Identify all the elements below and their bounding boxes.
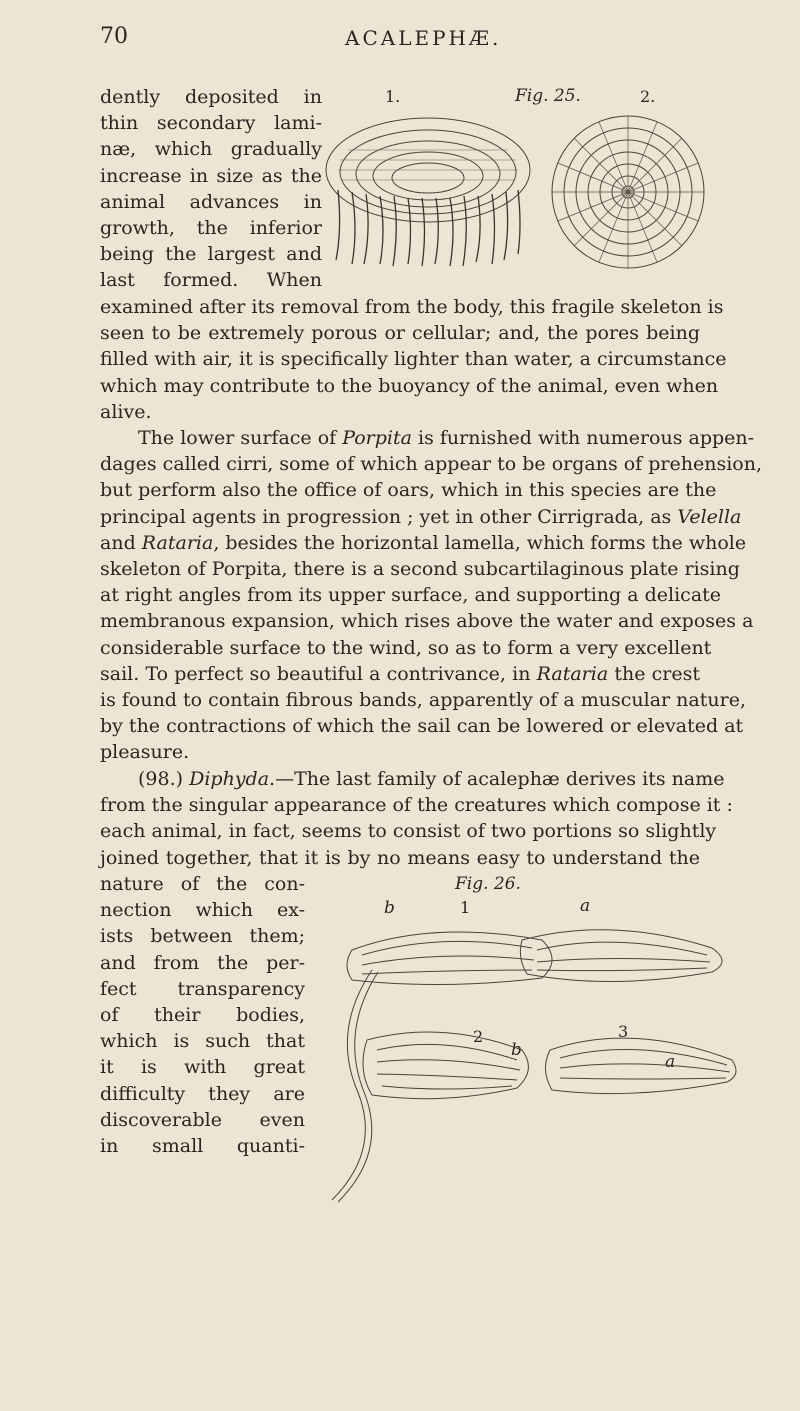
text-line: sail. To perfect so beautiful a contrivance, in Rataria the crest bbox=[100, 662, 700, 685]
figure-26-label: 3 bbox=[618, 1022, 629, 1041]
figure-26-label: b bbox=[511, 1040, 522, 1060]
page-header bbox=[100, 24, 700, 64]
text-line: from the singular appearance of the creatures which compose it : bbox=[100, 794, 733, 817]
paragraph-2 bbox=[100, 425, 762, 766]
figure-26-label: a bbox=[665, 1052, 676, 1072]
figure-26-label: 1 bbox=[460, 898, 471, 917]
text-line: by the contractions of which the sail can be lowered or elevated at bbox=[100, 715, 744, 738]
text-line: animal advances in bbox=[100, 190, 322, 213]
running-title: ACALEPHÆ. bbox=[345, 26, 502, 50]
page-number: 70 bbox=[100, 24, 128, 49]
text-line: being the largest and bbox=[100, 243, 322, 266]
text-line: pleasure. bbox=[100, 741, 190, 764]
text-line: fect transparency bbox=[100, 977, 305, 1000]
text-line: but perform also the office of oars, which in this species are the bbox=[100, 479, 717, 502]
paragraph-1-continuation bbox=[100, 294, 727, 425]
text-line: it is with great bbox=[100, 1056, 305, 1079]
text-line: dently deposited in bbox=[100, 86, 322, 108]
text-line: The lower surface of Porpita is furnished with numerous appen- bbox=[138, 427, 755, 449]
figure-26-label: b bbox=[384, 898, 395, 918]
porpita-side-view-illustration bbox=[318, 110, 538, 275]
text-line: næ, which gradually bbox=[100, 138, 322, 161]
text-line: and from the per- bbox=[100, 951, 305, 974]
text-line: nection which ex- bbox=[100, 899, 305, 922]
porpita-disc-illustration bbox=[548, 112, 708, 272]
text-line: joined together, that it is by no means easy to understand the bbox=[100, 846, 700, 869]
text-line: of their bodies, bbox=[100, 1004, 305, 1027]
text-line: discoverable even bbox=[100, 1108, 305, 1131]
figure-25-label-2: 2. bbox=[640, 87, 656, 106]
text-line: seen to be extremely porous or cellular; and, the pores being bbox=[100, 322, 700, 345]
text-line: last formed. When bbox=[100, 269, 322, 292]
text-line: filled with air, it is specifically lighter than water, a circumstance bbox=[100, 348, 727, 371]
text-line: is found to contain fibrous bands, apparently of a muscular nature, bbox=[100, 689, 746, 712]
text-line: and Rataria, besides the horizontal lamella, which forms the whole bbox=[100, 531, 747, 554]
text-line: each animal, in fact, seems to consist of two portions so slightly bbox=[100, 820, 717, 843]
text-line: ists between them; bbox=[100, 925, 305, 948]
text-line: at right angles from its upper surface, and supporting a delicate bbox=[100, 584, 722, 607]
text-line: alive. bbox=[100, 400, 152, 423]
text-line: in small quanti- bbox=[100, 1135, 305, 1158]
wrap-text-top bbox=[100, 84, 322, 294]
text-line: skeleton of Porpita, there is a second subcartilaginous plate rising bbox=[100, 558, 740, 581]
figure-25-caption: Fig. 25. bbox=[515, 86, 581, 106]
text-line: which is such that bbox=[100, 1030, 305, 1053]
text-line: considerable surface to the wind, so as to form a very excellent bbox=[100, 636, 712, 659]
text-line: thin secondary lami- bbox=[100, 112, 322, 135]
text-line: membranous expansion, which rises above the water and exposes a bbox=[100, 610, 754, 633]
text-line: principal agents in progression ; yet in other Cirrigrada, as Velella bbox=[100, 505, 742, 528]
figure-26-caption: Fig. 26. bbox=[455, 874, 521, 894]
text-line: examined after its removal from the body, this fragile skeleton is bbox=[100, 296, 724, 318]
text-line: growth, the inferior bbox=[100, 217, 322, 240]
text-line: which may contribute to the buoyancy of the animal, even when bbox=[100, 374, 719, 397]
text-line: dages called cirri, some of which appear to be organs of prehension, bbox=[100, 453, 762, 476]
paragraph-3 bbox=[100, 766, 733, 871]
text-line: (98.) Diphyda.—The last family of acalephæ derives its name bbox=[138, 768, 725, 790]
text-line: increase in size as the bbox=[100, 164, 322, 187]
figure-25-label-1: 1. bbox=[385, 87, 401, 106]
text-line: nature of the con- bbox=[100, 873, 305, 895]
wrap-text-bottom bbox=[100, 871, 305, 1159]
text-line: difficulty they are bbox=[100, 1082, 305, 1105]
figure-26-label: a bbox=[580, 896, 591, 916]
figure-26-label: 2 bbox=[473, 1027, 484, 1046]
diphyda-illustration bbox=[312, 910, 752, 1210]
